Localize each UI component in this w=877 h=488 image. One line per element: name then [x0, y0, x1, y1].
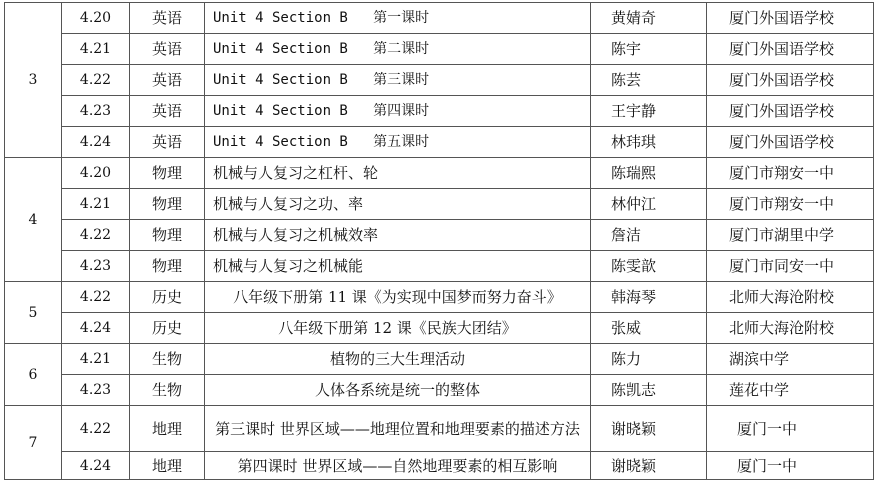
teacher-cell: 陈芸: [591, 65, 707, 96]
subject-cell: 地理: [130, 406, 205, 452]
schedule-table: [4, 2, 874, 480]
teacher-cell: 陈瑞熙: [591, 158, 707, 189]
school-cell: 厦门一中: [707, 406, 874, 452]
subject-cell: 物理: [130, 158, 205, 189]
date-cell: 4.23: [62, 96, 130, 127]
lesson-title-cell: 机械与人复习之机械效率: [205, 220, 591, 251]
date-cell: 4.20: [62, 158, 130, 189]
school-cell: 厦门市湖里中学: [707, 220, 874, 251]
teacher-cell: 谢晓颖: [591, 406, 707, 452]
table-row: [5, 3, 874, 34]
date-cell: 4.24: [62, 127, 130, 158]
school-cell: 厦门外国语学校: [707, 34, 874, 65]
group-number: 3: [5, 3, 62, 158]
subject-cell: 英语: [130, 34, 205, 65]
subject-cell: 物理: [130, 189, 205, 220]
lesson-title-cell: 八年级下册第 11 课《为实现中国梦而努力奋斗》: [205, 282, 591, 313]
subject-cell: 物理: [130, 220, 205, 251]
date-cell: 4.22: [62, 282, 130, 313]
subject-cell: 英语: [130, 65, 205, 96]
school-cell: 厦门一中: [707, 452, 874, 480]
table-row: [5, 406, 874, 452]
date-cell: 4.22: [62, 406, 130, 452]
school-cell: 厦门外国语学校: [707, 3, 874, 34]
date-cell: 4.21: [62, 34, 130, 65]
school-cell: 厦门外国语学校: [707, 65, 874, 96]
lesson-title-cell: 第四课时 世界区域——自然地理要素的相互影响: [205, 452, 591, 480]
subject-cell: 英语: [130, 3, 205, 34]
subject-cell: 历史: [130, 282, 205, 313]
school-cell: 北师大海沧附校: [707, 282, 874, 313]
lesson-title-cell: Unit 4 Section B 第五课时: [205, 127, 591, 158]
teacher-cell: 黄婧奇: [591, 3, 707, 34]
date-cell: 4.23: [62, 375, 130, 406]
table-row: [5, 452, 874, 480]
lesson-title-cell: 机械与人复习之机械能: [205, 251, 591, 282]
date-cell: 4.23: [62, 251, 130, 282]
table-row: [5, 344, 874, 375]
teacher-cell: 林仲江: [591, 189, 707, 220]
subject-cell: 英语: [130, 96, 205, 127]
subject-cell: 历史: [130, 313, 205, 344]
table-row: [5, 313, 874, 344]
date-cell: 4.24: [62, 313, 130, 344]
subject-cell: 生物: [130, 375, 205, 406]
table-row: [5, 127, 874, 158]
teacher-cell: 韩海琴: [591, 282, 707, 313]
subject-cell: 英语: [130, 127, 205, 158]
table-row: [5, 375, 874, 406]
school-cell: 莲花中学: [707, 375, 874, 406]
subject-cell: 物理: [130, 251, 205, 282]
lesson-title-cell: Unit 4 Section B 第一课时: [205, 3, 591, 34]
group-number: 7: [5, 406, 62, 480]
lesson-title-cell: 机械与人复习之杠杆、轮: [205, 158, 591, 189]
date-cell: 4.24: [62, 452, 130, 480]
lesson-title-cell: Unit 4 Section B 第四课时: [205, 96, 591, 127]
date-cell: 4.21: [62, 344, 130, 375]
school-cell: 厦门市翔安一中: [707, 158, 874, 189]
teacher-cell: 谢晓颖: [591, 452, 707, 480]
table-row: [5, 189, 874, 220]
lesson-title-cell: 人体各系统是统一的整体: [205, 375, 591, 406]
lesson-title-cell: 第三课时 世界区域——地理位置和地理要素的描述方法: [205, 406, 591, 452]
group-number: 4: [5, 158, 62, 282]
date-cell: 4.22: [62, 65, 130, 96]
school-cell: 厦门外国语学校: [707, 96, 874, 127]
lesson-title-cell: Unit 4 Section B 第二课时: [205, 34, 591, 65]
lesson-title-cell: 机械与人复习之功、率: [205, 189, 591, 220]
table-row: [5, 96, 874, 127]
table-row: [5, 65, 874, 96]
school-cell: 厦门市翔安一中: [707, 189, 874, 220]
teacher-cell: 陈宇: [591, 34, 707, 65]
teacher-cell: 陈雯歆: [591, 251, 707, 282]
group-number: 5: [5, 282, 62, 344]
school-cell: 厦门市同安一中: [707, 251, 874, 282]
table-row: [5, 220, 874, 251]
school-cell: 湖滨中学: [707, 344, 874, 375]
subject-cell: 生物: [130, 344, 205, 375]
subject-cell: 地理: [130, 452, 205, 480]
teacher-cell: 林玮琪: [591, 127, 707, 158]
teacher-cell: 陈力: [591, 344, 707, 375]
date-cell: 4.20: [62, 3, 130, 34]
teacher-cell: 王宇静: [591, 96, 707, 127]
lesson-title-cell: 植物的三大生理活动: [205, 344, 591, 375]
table-row: [5, 251, 874, 282]
table-row: [5, 158, 874, 189]
lesson-title-cell: Unit 4 Section B 第三课时: [205, 65, 591, 96]
date-cell: 4.21: [62, 189, 130, 220]
date-cell: 4.22: [62, 220, 130, 251]
school-cell: 厦门外国语学校: [707, 127, 874, 158]
teacher-cell: 詹洁: [591, 220, 707, 251]
school-cell: 北师大海沧附校: [707, 313, 874, 344]
teacher-cell: 陈凯志: [591, 375, 707, 406]
table-row: [5, 34, 874, 65]
group-number: 6: [5, 344, 62, 406]
table-row: [5, 282, 874, 313]
teacher-cell: 张威: [591, 313, 707, 344]
lesson-title-cell: 八年级下册第 12 课《民族大团结》: [205, 313, 591, 344]
